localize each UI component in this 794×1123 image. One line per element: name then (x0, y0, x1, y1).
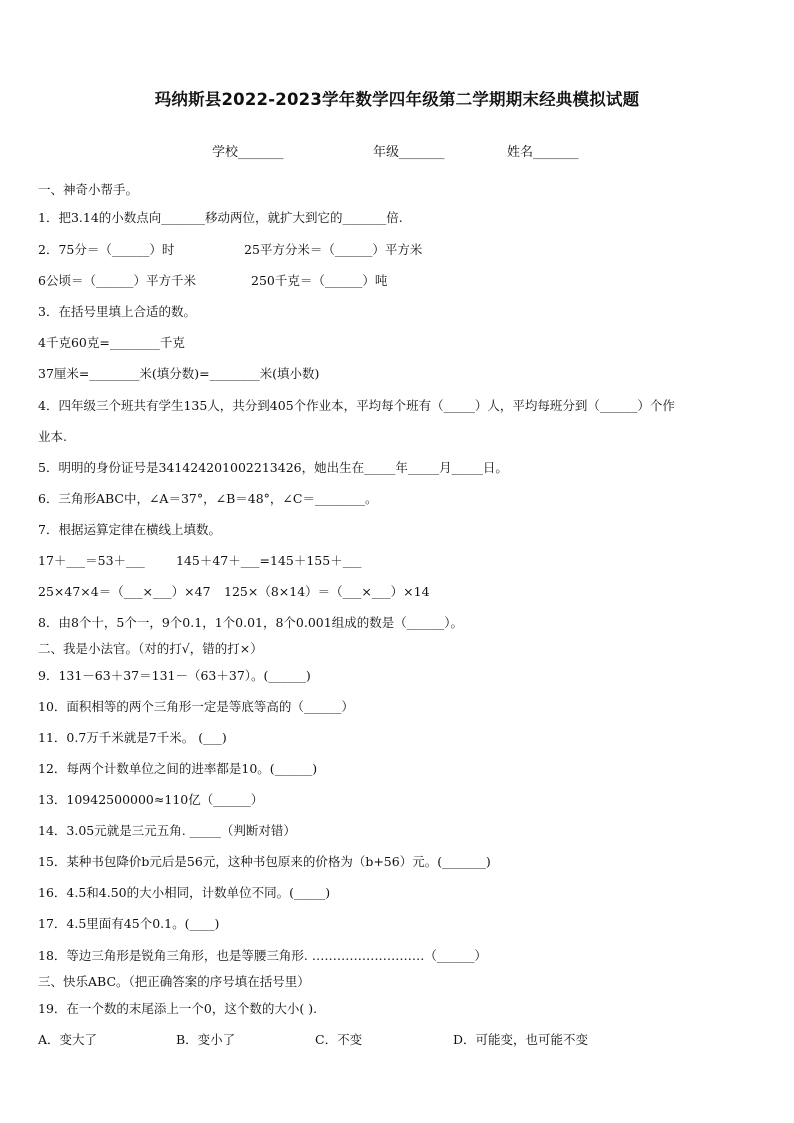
question-1: 1．把3.14的小数点向_______移动两位，就扩大到它的_______倍. (38, 210, 403, 225)
question-9: 9．131－63＋37＝131－（63＋37）。(______) (38, 668, 311, 683)
question-16: 16．4.5和4.50的大小相同，计数单位不同。(_____) (38, 885, 331, 900)
question-3-part-b: 37厘米=________米(填分数)=________米(填小数) (38, 366, 320, 381)
section-3-heading: 三、快乐ABC。（把正确答案的序号填在括号里） (38, 974, 310, 989)
question-4-line-2: 业本. (38, 429, 67, 444)
question-4-line-1: 4．四年级三个班共有学生135人，共分到405个作业本，平均每个班有（_____）人，平均每班分到（______）个作 (38, 398, 675, 413)
question-11: 11．0.7万千米就是7千米。 (___) (38, 730, 227, 745)
section-2-heading: 二、我是小法官。（对的打√，错的打×） (38, 641, 263, 656)
question-7-part-d: 125×（8×14）＝（___×___）×14 (224, 584, 430, 599)
exam-title: 玛纳斯县2022-2023学年数学四年级第二学期期末经典模拟试题 (154, 90, 640, 109)
question-7-part-b: 145＋47＋___=145＋155＋___ (176, 553, 362, 568)
grade-field: 年级_______ (373, 145, 445, 160)
section-1-heading: 一、神奇小帮手。 (38, 182, 139, 197)
question-2-part-b: 25平方分米＝（______）平方米 (244, 242, 423, 257)
question-10: 10．面积相等的两个三角形一定是等底等高的（______） (38, 699, 354, 714)
question-5: 5．明明的身份证号是341424201002213426，她出生在_____年_____月_____日。 (38, 460, 508, 475)
question-7-part-c: 25×47×4＝（___×___）×47 (38, 584, 211, 599)
question-2-part-a: 2．75分＝（______）时 (38, 242, 175, 257)
question-3: 3．在括号里填上合适的数。 (38, 304, 196, 319)
question-3-part-a: 4千克60克=________千克 (38, 335, 185, 350)
option-d: D．可能变，也可能不变 (453, 1032, 589, 1047)
question-7: 7．根据运算定律在横线上填数。 (38, 522, 221, 537)
question-14: 14．3.05元就是三元五角. _____（判断对错） (38, 823, 296, 838)
question-2-part-c: 6公顷＝（______）平方千米 (38, 273, 196, 288)
option-c: C．不变 (315, 1032, 363, 1047)
option-a: A．变大了 (38, 1032, 98, 1047)
name-field: 姓名_______ (507, 145, 579, 160)
question-8: 8．由8个十，5个一，9个0.1，1个0.01，8个0.001组成的数是（______）。 (38, 615, 463, 630)
school-field: 学校_______ (212, 145, 284, 160)
question-19: 19．在一个数的末尾添上一个0，这个数的大小( ). (38, 1001, 318, 1016)
question-6: 6．三角形ABC中，∠A＝37°，∠B＝48°，∠C＝________。 (38, 491, 378, 506)
question-2-part-d: 250千克＝（______）吨 (251, 273, 388, 288)
question-15: 15．某种书包降价b元后是56元，这种书包原来的价格为（b+56）元。(_______) (38, 854, 491, 869)
question-18: 18．等边三角形是锐角三角形，也是等腰三角形. ………………………（______） (38, 948, 487, 963)
question-7-part-a: 17＋___＝53＋___ (38, 553, 145, 568)
question-12: 12．每两个计数单位之间的进率都是10。(______) (38, 761, 318, 776)
question-13: 13．10942500000≈110亿（______） (38, 792, 264, 807)
option-b: B．变小了 (176, 1032, 236, 1047)
question-17: 17．4.5里面有45个0.1。(____) (38, 916, 220, 931)
